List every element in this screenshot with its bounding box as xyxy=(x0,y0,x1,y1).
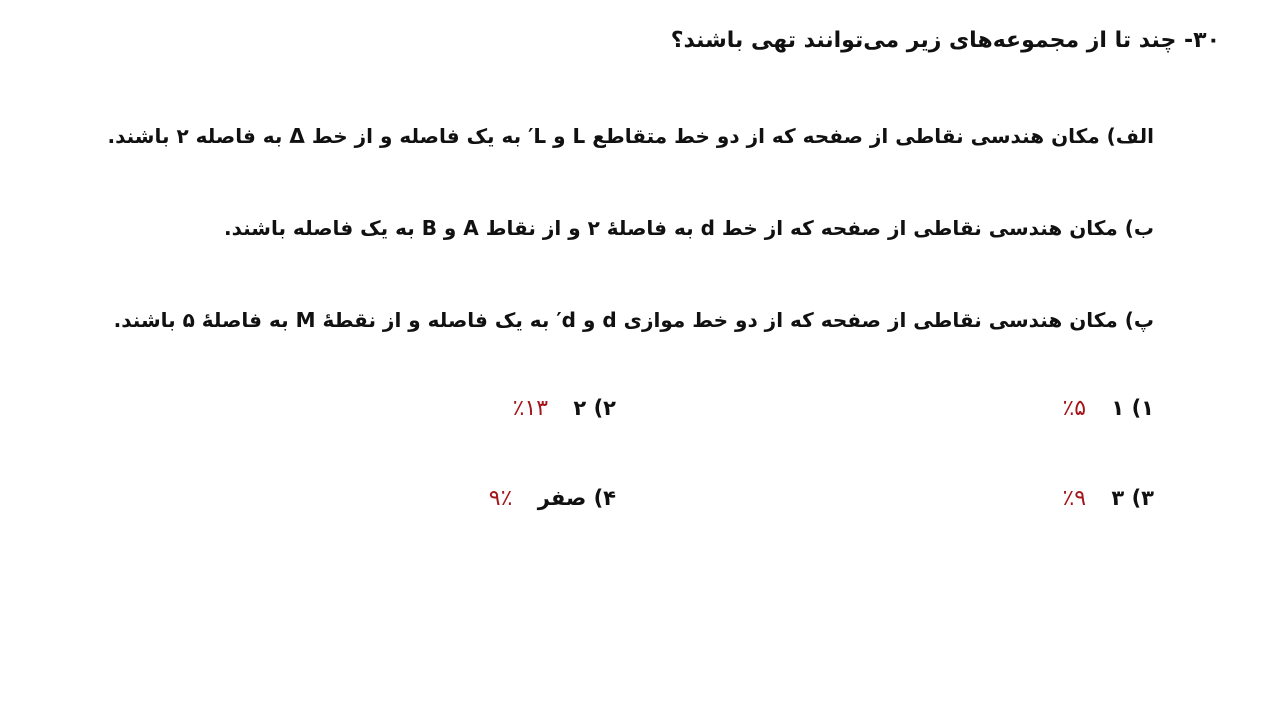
option-3[interactable] xyxy=(1062,488,1154,510)
statement-be: ب) مکان هندسی نقاطی از صفحه که از خط d به فاصلهٔ ۲ و از نقاط A و B به یک فاصله باشند. xyxy=(223,216,1154,240)
option-value: ۱ xyxy=(1111,396,1125,420)
option-percent: ٪۹ xyxy=(488,486,513,511)
option-label: ۴) xyxy=(593,486,616,510)
option-value: ۲ xyxy=(573,396,587,420)
option-value: صفر xyxy=(537,486,587,510)
option-label: ۲) xyxy=(593,396,616,420)
option-value: ۳ xyxy=(1111,486,1125,510)
option-label: ۱) xyxy=(1131,396,1154,420)
option-label: ۳) xyxy=(1131,486,1154,510)
option-percent: ٪۵ xyxy=(1062,396,1087,421)
statement-pe: پ) مکان هندسی نقاطی از صفحه که از دو خط موازی d و d′ به یک فاصله و از نقطهٔ M به فاصلهٔ ۵ باشند. xyxy=(113,308,1154,332)
option-4[interactable] xyxy=(489,488,616,510)
option-1[interactable] xyxy=(1062,398,1154,420)
statement-alef: الف) مکان هندسی نقاطی از صفحه که از دو خط متقاطع L و L′ به یک فاصله و از خط Δ به فاصله ۲ باشند. xyxy=(107,124,1154,148)
option-percent: ٪۹ xyxy=(1062,486,1087,511)
option-2[interactable] xyxy=(513,398,616,420)
option-percent: ٪۱۳ xyxy=(512,396,549,421)
question-title: ۳۰- چند تا از مجموعه‌های زیر می‌توانند تهی باشند؟ xyxy=(670,28,1220,53)
